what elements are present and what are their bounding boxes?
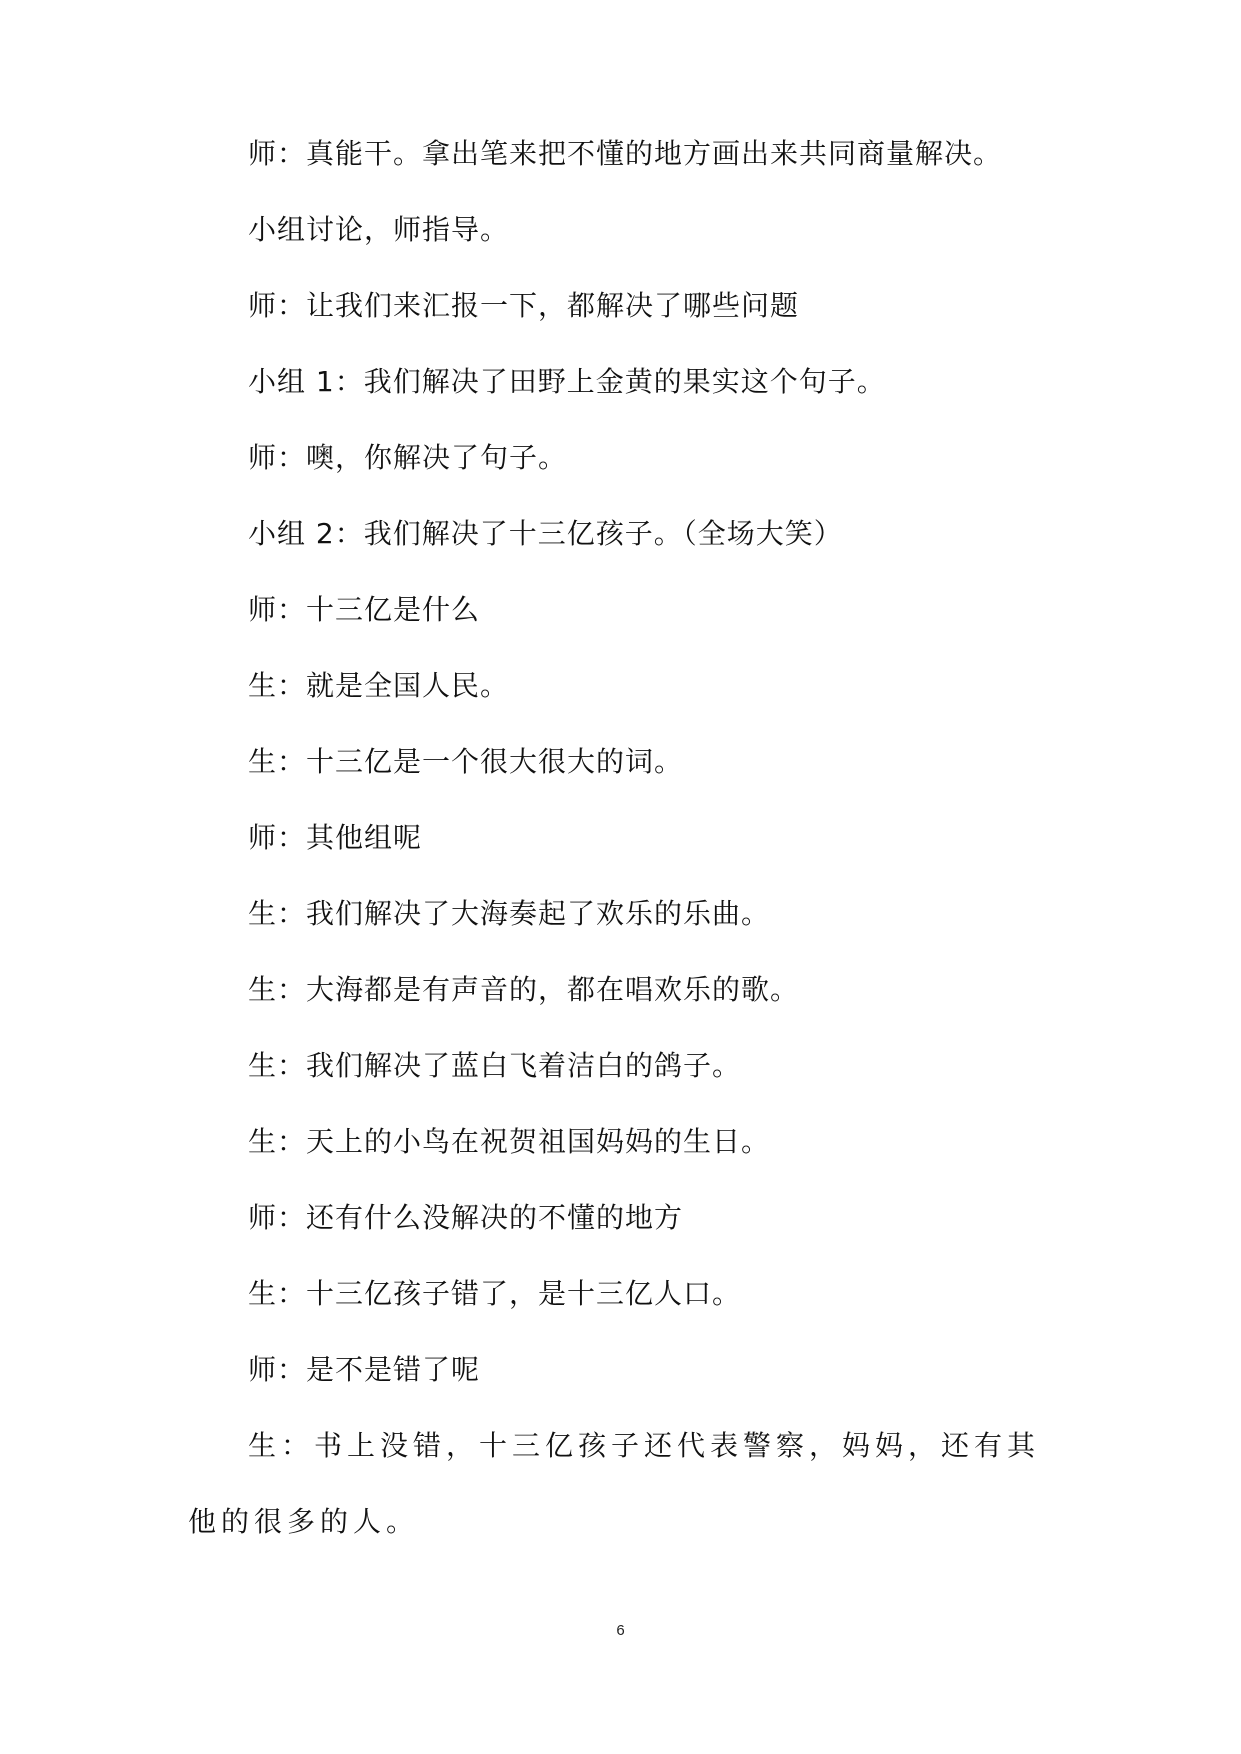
dialogue-line: 生：十三亿是一个很大很大的词。 bbox=[248, 745, 684, 778]
dialogue-line: 师：让我们来汇报一下，都解决了哪些问题 bbox=[248, 289, 800, 322]
dialogue-line: 师：其他组呢 bbox=[248, 821, 423, 854]
dialogue-line: 生：天上的小鸟在祝贺祖国妈妈的生日。 bbox=[248, 1125, 771, 1158]
dialogue-line: 生：十三亿孩子错了，是十三亿人口。 bbox=[248, 1277, 742, 1310]
dialogue-line: 师：还有什么没解决的不懂的地方 bbox=[248, 1201, 684, 1234]
dialogue-line: 生：我们解决了蓝白飞着洁白的鸽子。 bbox=[248, 1049, 742, 1082]
dialogue-line: 师：十三亿是什么 bbox=[248, 593, 481, 626]
dialogue-line: 生：就是全国人民。 bbox=[248, 669, 510, 702]
dialogue-line: 小组讨论，师指导。 bbox=[248, 213, 510, 246]
dialogue-line: 生：大海都是有声音的，都在唱欢乐的歌。 bbox=[248, 973, 800, 1006]
dialogue-line: 生：我们解决了大海奏起了欢乐的乐曲。 bbox=[248, 897, 771, 930]
page-number: 6 bbox=[616, 1622, 625, 1639]
dialogue-line: 师：真能干。拿出笔来把不懂的地方画出来共同商量解决。 bbox=[248, 137, 1003, 170]
dialogue-line: 小组 1：我们解决了田野上金黄的果实这个句子。 bbox=[248, 365, 886, 398]
dialogue-line: 师：是不是错了呢 bbox=[248, 1353, 481, 1386]
dialogue-line: 小组 2：我们解决了十三亿孩子。（全场大笑） bbox=[248, 517, 843, 550]
dialogue-paragraph: 生：书上没错，十三亿孩子还代表警察，妈妈，还有其他的很多的人。 bbox=[188, 1429, 1041, 1538]
dialogue-line: 师：噢，你解决了句子。 bbox=[248, 441, 568, 474]
